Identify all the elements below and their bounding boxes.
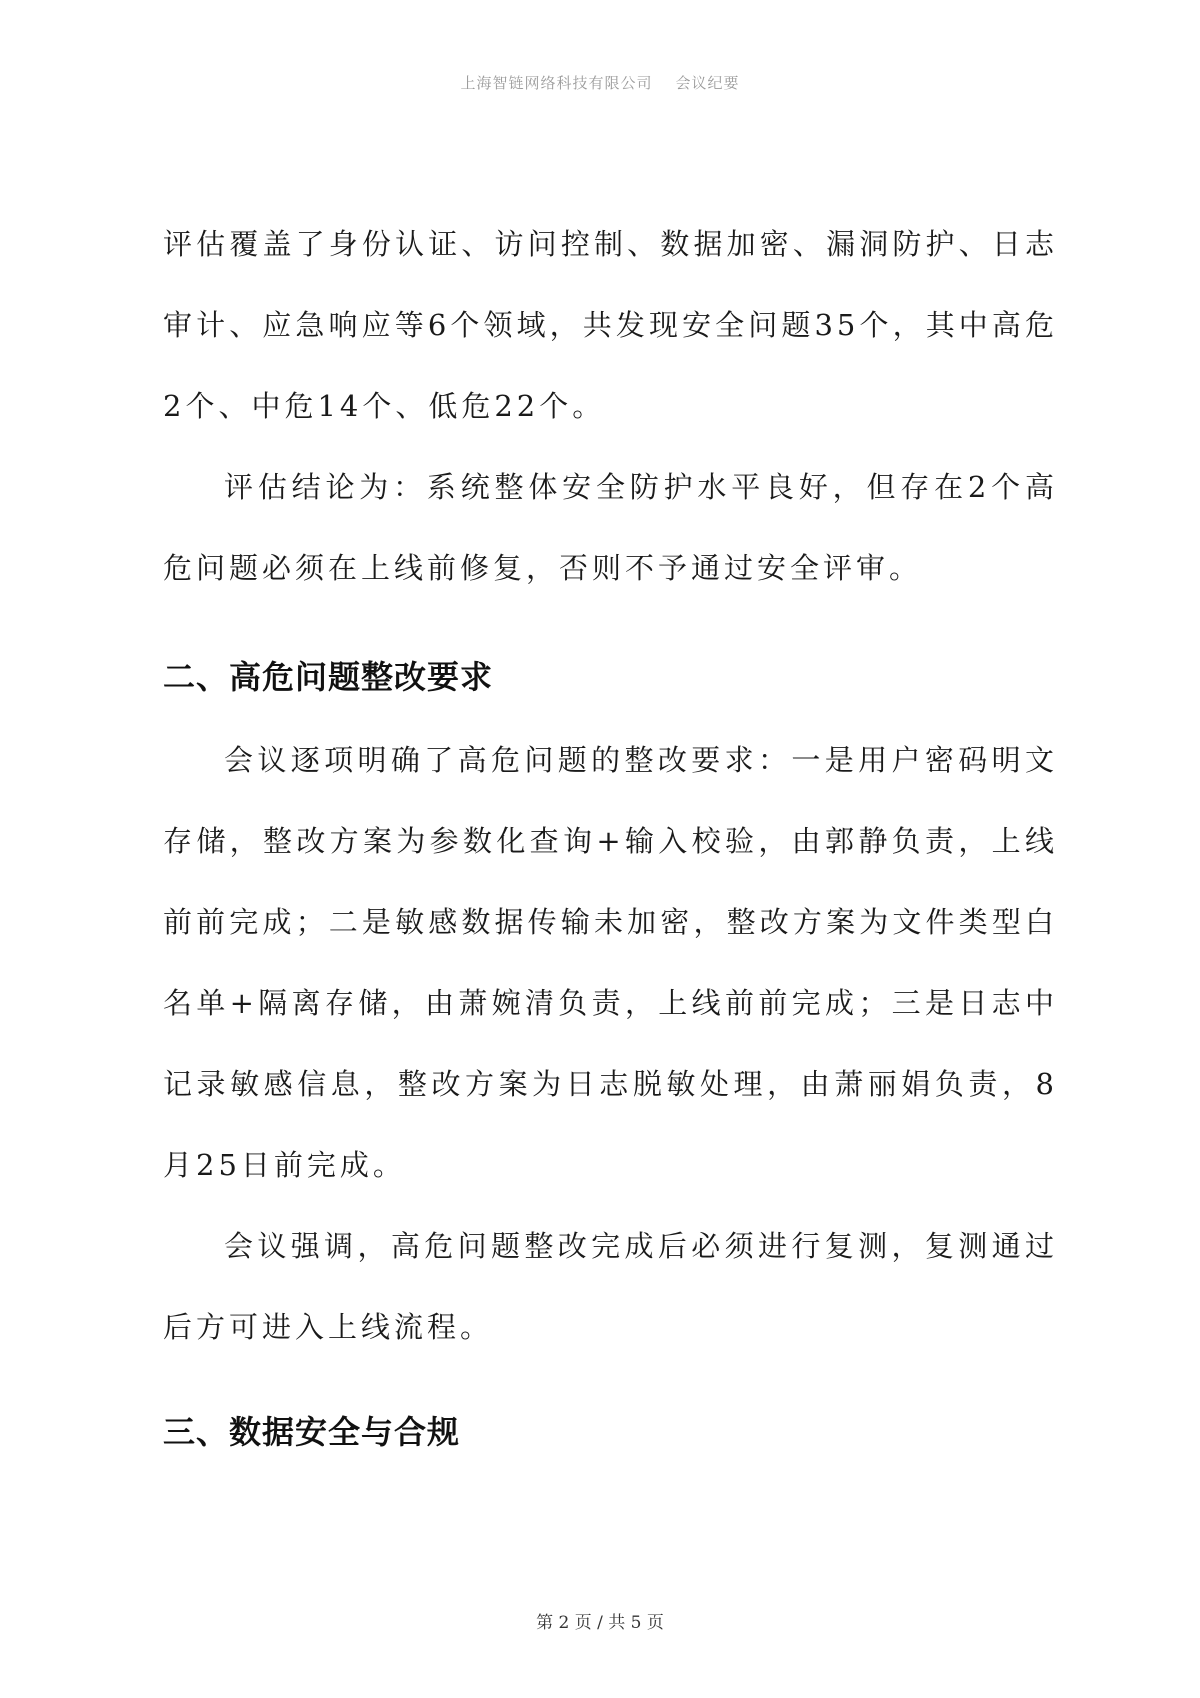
paragraph-retest-emphasis: 会议强调，高危问题整改完成后必须进行复测，复测通过后方可进入上线流程。 xyxy=(163,1229,1058,1344)
document-body xyxy=(163,204,1058,1451)
paragraph-assessment-scope: 评估覆盖了身份认证、访问控制、数据加密、漏洞防护、日志审计、应急响应等6个领域，共发现安全问题35个，其中高危2个、中危14个、低危22个。 xyxy=(163,227,1058,423)
section-heading-data-security: 三、数据安全与合规 xyxy=(163,1413,461,1451)
paragraph-remediation-requirements: 会议逐项明确了高危问题的整改要求：一是用户密码明文存储，整改方案为参数化查询+输入校验，由郭静负责，上线前前完成；二是敏感数据传输未加密，整改方案为文件类型白名单+隔离存储，由萧婉清负责，上线前前完成；三是日志中记录敏感信息，整改方案为日志脱敏处理，由萧丽娟负责，8月25日前完成。 xyxy=(163,743,1058,1182)
paragraph-assessment-conclusion: 评估结论为：系统整体安全防护水平良好，但存在2个高危问题必须在上线前修复，否则不予通过安全评审。 xyxy=(163,470,1058,585)
section-heading-remediation: 二、高危问题整改要求 xyxy=(163,658,494,696)
page-header: 上海智链网络科技有限公司 会议纪要 xyxy=(460,74,740,92)
page-number-footer: 第 2 页 / 共 5 页 xyxy=(536,1613,664,1633)
